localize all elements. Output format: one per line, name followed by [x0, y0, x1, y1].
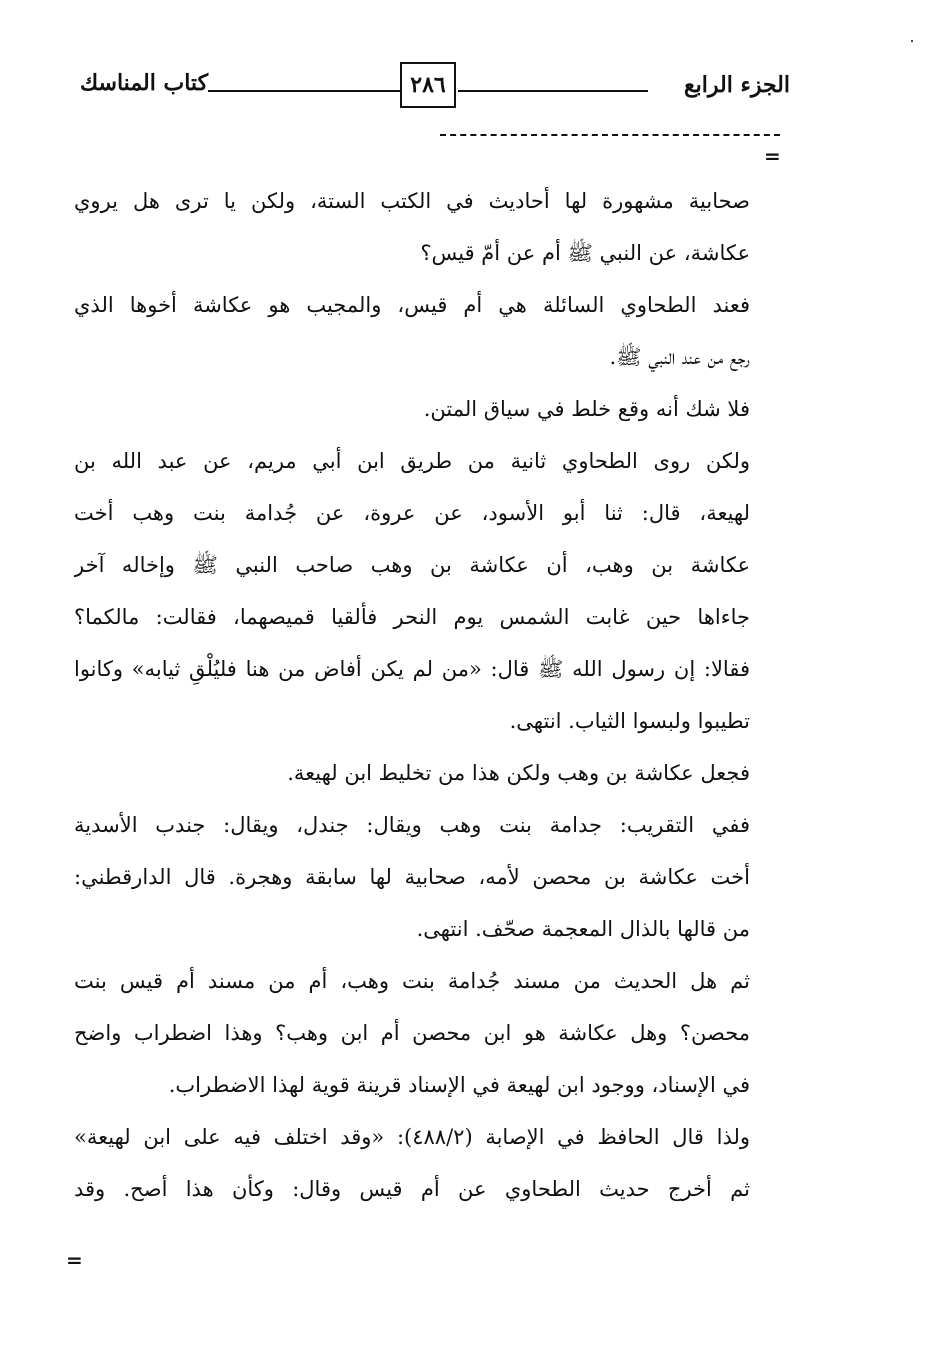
continuation-mark-top: = — [764, 144, 781, 168]
text-line: ففي التقريب: جدامة بنت وهب ويقال: جندل، ويقال: جندب الأسدية — [74, 813, 750, 837]
text-line: فقالا: إن رسول الله ﷺ قال: «من لم يكن أفاض من هنا فليُلْقِ ثيابه» وكانوا — [74, 657, 750, 681]
text-line: صحابية مشهورة لها أحاديث في الكتب الستة، ولكن يا ترى هل يروي — [74, 189, 750, 213]
text-line: ولذا قال الحافظ في الإصابة (٤٨٨/٢): «وقد اختلف فيه على ابن لهيعة» — [74, 1125, 750, 1149]
text-line: ثم أخرج حديث الطحاوي عن أم قيس وقال: وكأن هذا أصح. وقد — [74, 1177, 750, 1201]
text-line: ولكن روى الطحاوي ثانية من طريق ابن أبي مريم، عن عبد الله بن — [74, 449, 750, 473]
continuation-mark-bottom: = — [66, 1248, 83, 1272]
volume-title: الجزء الرابع — [683, 72, 790, 98]
text-line: فجعل عكاشة بن وهب ولكن هذا من تخليط ابن لهيعة. — [287, 761, 750, 785]
text-line: عكاشة بن وهب، أن عكاشة بن وهب صاحب النبي ﷺ وإخاله آخر — [74, 553, 750, 577]
text-line: رجع من عند النبي ﷺ. — [609, 345, 750, 369]
text-line: أخت عكاشة بن محصن لأمه، صحابية لها سابقة وهجرة. قال الدارقطني: — [74, 865, 750, 889]
body-text — [74, 180, 750, 1220]
text-line: تطيبوا ولبسوا الثياب. انتهى. — [509, 709, 750, 733]
header-dashed-rule — [440, 134, 780, 136]
text-line: فلا شك أنه وقع خلط في سياق المتن. — [423, 397, 750, 421]
text-line: في الإسناد، ووجود ابن لهيعة في الإسناد قرينة قوية لهذا الاضطراب. — [168, 1073, 750, 1097]
book-title: كتاب المناسك — [80, 70, 209, 96]
text-line: لهيعة، قال: ثنا أبو الأسود، عن عروة، عن جُدامة بنت وهب أخت — [74, 501, 750, 525]
text-line: ثم هل الحديث من مسند جُدامة بنت وهب، أم من مسند أم قيس بنت — [74, 969, 750, 993]
text-line: فعند الطحاوي السائلة هي أم قيس، والمجيب هو عكاشة أخوها الذي — [74, 293, 750, 317]
header-rule-left — [208, 90, 400, 92]
text-line: من قالها بالذال المعجمة صحّف. انتهى. — [416, 917, 750, 941]
page-number: ٢٨٦ — [400, 62, 456, 108]
page-header — [80, 62, 790, 122]
text-line: عكاشة، عن النبي ﷺ أم عن أمّ قيس؟ — [420, 241, 750, 265]
header-rule-right — [458, 90, 648, 92]
text-line: جاءاها حين غابت الشمس يوم النحر فألقيا قميصهما، فقالت: مالكما؟ — [74, 605, 750, 629]
scan-speck — [911, 40, 913, 42]
text-line: محصن؟ وهل عكاشة هو ابن محصن أم ابن وهب؟ وهذا اضطراب واضح — [74, 1021, 750, 1045]
